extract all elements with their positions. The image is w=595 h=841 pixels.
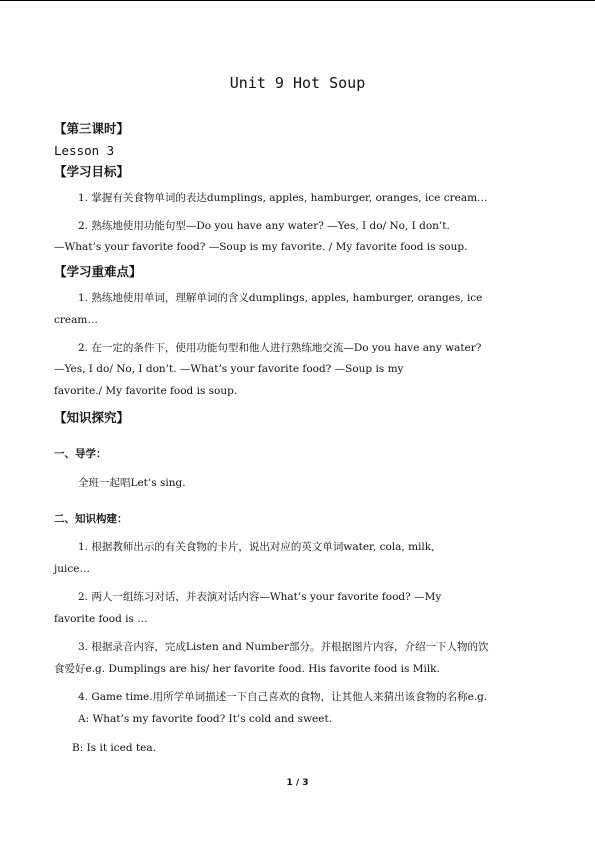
explore-item-4-line-1: 4. Game time.用所学单词描述一下自己喜欢的食物，让其他人来猜出该食物的名称e.g.	[78, 691, 488, 703]
key-points-item-1-line-1: 1. 熟练地使用单词，理解单词的含义dumplings, apples, hamburger, oranges, ice	[78, 292, 483, 304]
goals-item-2-line-2: —What’s your favorite food? —Soup is my favorite. / My favorite food is soup.	[54, 241, 468, 253]
explore-part-1-line: 全班一起唱Let’s sing.	[78, 477, 186, 489]
explore-part-2-heading: 二、知识构建：	[54, 513, 128, 525]
document-title: Unit 9 Hot Soup	[229, 74, 366, 92]
explore-item-1-line-1: 1. 根据教师出示的有关食物的卡片，说出对应的英文单词water, cola, milk,	[78, 541, 435, 553]
explore-item-3-line-1: 3. 根据录音内容，完成Listen and Number部分。并根据图片内容，介绍一下人物的饮	[78, 641, 489, 653]
explore-part-1-heading: 一、导学：	[54, 448, 107, 460]
explore-item-2-line-2: favorite food is …	[54, 613, 148, 625]
key-points-heading: 【学习重难点】	[54, 264, 142, 279]
explore-item-3-line-2: 食爱好e.g. Dumplings are his/ her favorite food. His favorite food is Milk.	[54, 663, 440, 675]
lesson-label: Lesson 3	[54, 143, 115, 158]
explore-item-4-line-3: B: Is it iced tea.	[72, 742, 156, 754]
lesson-tag-heading: 【第三课时】	[54, 121, 130, 136]
key-points-item-2-line-1: 2. 在一定的条件下，使用功能句型和他人进行熟练地交流—Do you have any water?	[78, 342, 482, 354]
top-border-line	[0, 0, 595, 1]
key-points-item-2-line-2: —Yes, I do/ No, I don’t. —What’s your favorite food? —Soup is my	[54, 363, 404, 375]
explore-item-2-line-1: 2. 两人一组练习对话，并表演对话内容—What’s your favorite food? —My	[78, 591, 442, 603]
explore-heading: 【知识探究】	[54, 410, 130, 425]
key-points-item-1-line-2: cream…	[54, 314, 98, 326]
goals-item-1: 1. 掌握有关食物单词的表达dumplings, apples, hamburger, oranges, ice cream…	[78, 192, 488, 204]
goals-item-2-line-1: 2. 熟练地使用功能句型—Do you have any water? —Yes, I do/ No, I don’t.	[78, 220, 450, 232]
goals-heading: 【学习目标】	[54, 164, 130, 179]
explore-item-1-line-2: juice…	[54, 563, 90, 575]
key-points-item-2-line-3: favorite./ My favorite food is soup.	[54, 385, 238, 397]
explore-item-4-line-2: A: What’s my favorite food? It’s cold and sweet.	[78, 713, 333, 725]
page-number: 1 / 3	[286, 778, 309, 788]
